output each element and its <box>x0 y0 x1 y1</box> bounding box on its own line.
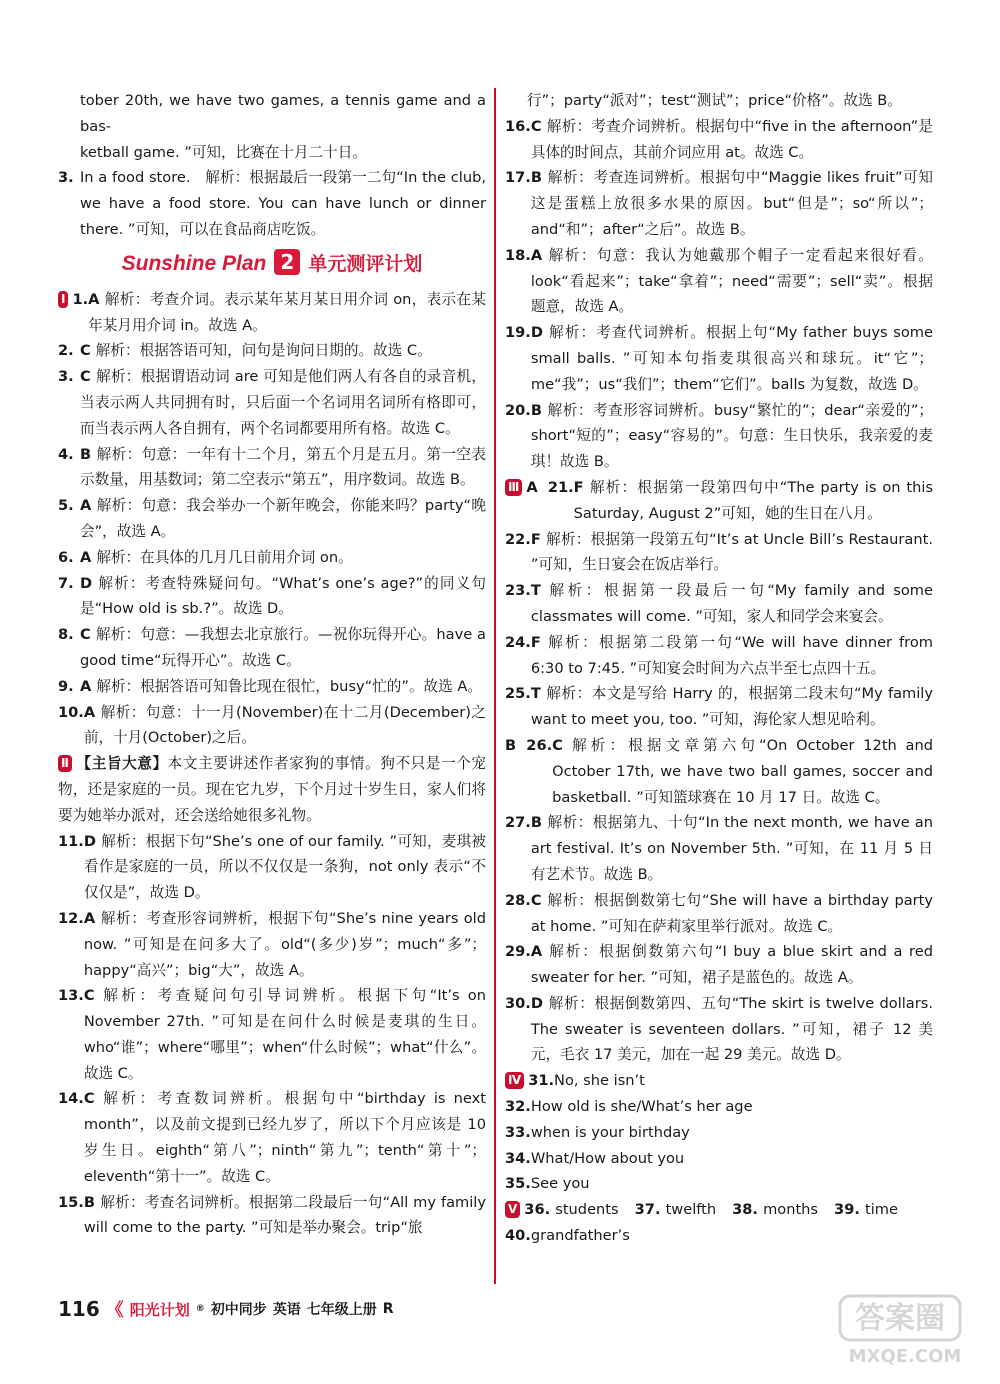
answer-item <box>58 442 486 494</box>
item-body <box>84 700 486 752</box>
answer-letter: A <box>80 497 97 515</box>
answer-inline <box>834 1197 898 1223</box>
answer-letter: F <box>530 633 549 651</box>
item-body <box>531 1094 933 1120</box>
answer-letter: B <box>80 445 97 463</box>
item-number: 12. <box>58 909 84 927</box>
continued-text-line: ketball game. ”可知，比赛在十月二十日。 <box>80 143 367 161</box>
item-body <box>531 630 933 682</box>
answer-item <box>505 1120 933 1146</box>
item-text: In a food store. 解析：根据最后一段第一二句“In the club, we have a food store. You can have lunch or dinner there. ”可知，可以在食品商店吃饭。 <box>80 169 486 238</box>
item-text: 解析：考查介词。表示某年某月某日用介词 on，表示在某年某月用介词 in。故选 A。 <box>88 290 486 334</box>
answer-item <box>58 1190 486 1242</box>
item-text: 解析：根据第九、十句“In the next month, we have an art festival. It’s on November 5th. ”可知，在 11 月 5 日有艺术节。故选 B。 <box>530 814 933 883</box>
item-text: 解析：根据倒数第四、五句“The skirt is twelve dollars. The sweater is seventeen dollars. ”可知，裙子 12 美元，毛衣 17 美元，加在一起 29 美元。故选 D。 <box>530 994 933 1064</box>
item-number: 39. <box>834 1201 865 1219</box>
item-number: 36. <box>524 1201 556 1219</box>
edition-mark: R <box>382 1301 394 1317</box>
item-body <box>531 398 933 475</box>
item-number: 3. <box>58 169 74 187</box>
item-text: 解析：根据倒数第六句“I buy a blue skirt and a red sweater for her. ”可知，裙子是蓝色的。故选 A。 <box>530 943 933 987</box>
answer-letter: C <box>530 891 548 909</box>
item-number: 6. <box>58 548 74 566</box>
item-text: 解析：考查形容词辨析，根据下句“She’s nine years old now. ”可知是在问多大了。old“(多少)岁”；much“多”；happy“高兴”；big“大”，故选 A。 <box>83 909 486 979</box>
item-number: 22. <box>505 530 531 548</box>
item-body <box>84 1190 486 1242</box>
item-body <box>80 622 486 674</box>
section-badge: Ⅱ <box>58 755 72 772</box>
item-number: 29. <box>505 943 531 961</box>
item-text: grandfather’s <box>530 1227 630 1245</box>
answer-item <box>58 700 486 752</box>
item-text: 解析：考查特殊疑问句。“What’s one’s age?”的同义句是“How old is sb.?”。故选 D。 <box>80 574 486 618</box>
answer-item <box>505 630 933 682</box>
item-text: 解析：根据第一段最后一句“My family and some classmates will come. ”可知，家人和同学会来宴会。 <box>530 582 933 625</box>
answer-letter: D <box>83 832 102 850</box>
answer-letter: B <box>530 814 548 832</box>
answer-item <box>505 733 933 810</box>
answer-letter: C <box>80 342 96 360</box>
item-body <box>80 545 486 571</box>
answer-item <box>505 578 933 630</box>
item-number: 2. <box>58 342 74 360</box>
section-badge: Ⅳ <box>505 1072 524 1089</box>
item-text: 解析：句意：—我想去北京旅行。—祝你玩得开心。have a good time“玩得开心”。故选 C。 <box>80 626 486 669</box>
answer-item <box>58 571 486 623</box>
item-number: 34. <box>505 1149 531 1167</box>
item-text: time <box>864 1201 898 1219</box>
answer-letter: A <box>83 909 101 927</box>
answer-letter: D <box>530 994 549 1012</box>
answer-letter: B <box>530 401 548 419</box>
item-text: 解析：考查疑问句引导词辨析。根据下句“It’s on November 27th. ”可知是在问什么时候是麦琪的生日。who“谁”；where“哪里”；when“什么时候”；what“什么”。故选 C。 <box>83 987 486 1082</box>
answer-item <box>505 475 933 527</box>
item-number: 19. <box>505 324 531 342</box>
item-body <box>80 674 486 700</box>
item-number: 15. <box>58 1193 84 1211</box>
item-text: No, she isn’t <box>554 1072 645 1090</box>
answer-item <box>58 545 486 571</box>
watermark-text: 答案圈 <box>855 1301 945 1336</box>
item-number: 5. <box>58 497 74 515</box>
answer-letter: F <box>573 478 590 496</box>
item-number: 38. <box>732 1201 764 1219</box>
answer-item <box>505 1146 933 1172</box>
item-body <box>80 571 486 623</box>
answer-inline <box>635 1197 716 1223</box>
item-text: 解析：根据谓语动词 are 可知是他们两人有各自的录音机，当表示两人共同拥有时，只后面一个名词用名词所有格即可，而当表示两人各自拥有，两个名词都要用所有格。故选 C。 <box>80 368 486 437</box>
answer-item <box>58 622 486 674</box>
banner-unit-title: 单元测评计划 <box>308 252 423 275</box>
answer-item <box>505 243 933 320</box>
item-number: 30. <box>505 994 531 1012</box>
item-number: Ⅰ 1. <box>58 287 88 339</box>
item-text: 解析：考查代词辨析。根据上句“My father buys some small balls. ”可知本句指麦琪很高兴和球玩。it“它”；me“我”；us“我们”；them“它们”。balls 为复数，故选 D。 <box>530 324 933 393</box>
answer-item <box>505 114 933 166</box>
item-body <box>531 1146 933 1172</box>
item-body <box>80 364 486 441</box>
answer-item <box>505 888 933 940</box>
item-number: 3. <box>58 368 74 386</box>
item-text: students <box>555 1201 619 1219</box>
item-body <box>80 338 486 364</box>
answer-item <box>505 939 933 991</box>
item-body <box>84 906 486 983</box>
answer-item <box>58 338 486 364</box>
answer-item <box>505 1094 933 1120</box>
answer-item <box>58 364 486 441</box>
item-text: 解析：考查连词辨析。根据句中“Maggie likes fruit”可知这是蛋糕上放很多水果的原因。but“但是”；so“所以”；and“和”；after“之后”。故选 B。 <box>530 169 933 238</box>
answer-item <box>58 829 486 906</box>
item-text: when is your birthday <box>530 1123 690 1141</box>
answer-item <box>505 398 933 475</box>
answer-letter: C <box>552 736 573 754</box>
item-number: 35. <box>505 1175 531 1193</box>
column-divider <box>494 88 496 1284</box>
answer-letter: C <box>83 987 104 1005</box>
item-body <box>80 165 486 242</box>
item-body <box>531 1171 933 1197</box>
answer-item <box>58 906 486 983</box>
item-text: 解析：考查名词辨析。根据第二段最后一句“All my family will come to the party. ”可知是举办聚会。trip“旅 <box>83 1193 486 1237</box>
banner-number-badge: 2 <box>274 249 300 275</box>
chevron-icon: 《 <box>105 1300 124 1321</box>
answer-letter: C <box>80 368 97 386</box>
answer-letter: T <box>530 685 547 703</box>
item-body <box>531 527 933 579</box>
item-text: 解析：句意：一年有十二个月，第五个月是五月。第一空表示数量，用基数词；第二空表示“第五”，用序数词。故选 B。 <box>80 445 486 489</box>
item-number: 7. <box>58 574 74 592</box>
answer-item <box>58 1086 486 1189</box>
item-number: Ⅲ A 21. <box>505 475 574 527</box>
item-number: 4. <box>58 445 74 463</box>
item-text: 解析：根据第一段第五句“It’s at Uncle Bill’s Restaurant. ”可知，生日宴会在饭店举行。 <box>530 530 933 574</box>
continued-text-line: 行”；party“派对”；test“测试”；price“价格”。故选 B。 <box>527 92 902 109</box>
item-number: 18. <box>505 246 531 264</box>
item-number: 23. <box>505 582 531 600</box>
subject-name: 英语 <box>272 1302 301 1318</box>
section-summary <box>58 751 486 828</box>
item-body <box>531 114 933 166</box>
section-banner <box>58 249 486 279</box>
item-body <box>531 243 933 320</box>
item-text: 解析：考查形容词辨析。busy“繁忙的”；dear“亲爱的”；short“短的”；easy“容易的”。句意：生日快乐，我亲爱的麦琪！故选 B。 <box>530 401 933 471</box>
section-badge: Ⅴ <box>505 1201 520 1218</box>
answer-inline <box>732 1197 818 1223</box>
answer-letter: D <box>530 324 550 342</box>
item-body <box>531 1120 933 1146</box>
item-body <box>531 578 933 630</box>
right-column <box>505 88 933 1249</box>
answer-item <box>58 983 486 1086</box>
answer-row-multi <box>505 1197 933 1223</box>
item-text: twelfth <box>665 1201 717 1219</box>
answer-inline <box>505 1197 619 1223</box>
answer-letter: C <box>530 117 547 135</box>
item-text: 解析：根据答语可知，问句是询问日期的。故选 C。 <box>95 342 432 360</box>
item-number: B 26. <box>505 736 553 754</box>
item-body <box>84 1086 486 1189</box>
item-number: 33. <box>505 1123 531 1141</box>
item-text: months <box>763 1201 819 1219</box>
continued-text-line: tober 20th, we have two games, a tennis game and a bas- <box>80 92 486 135</box>
part-label: B <box>505 736 527 754</box>
left-column <box>58 88 486 1241</box>
item-body <box>531 810 933 887</box>
answer-item <box>505 810 933 887</box>
summary-title: 【主旨大意】 <box>75 755 168 773</box>
page-number: 116 <box>58 1297 100 1321</box>
item-body <box>531 888 933 940</box>
answer-item <box>505 165 933 242</box>
item-number: 17. <box>505 169 531 187</box>
item-body <box>531 1223 933 1249</box>
answer-item <box>505 681 933 733</box>
summary-text: 本文主要讲述作者家狗的事情。狗不只是一个宠物，还是家庭的一员。现在它九岁，下个月过十岁生日，家人们将要为她举办派对，还会送给她很多礼物。 <box>58 755 486 824</box>
answer-letter: B <box>83 1193 101 1211</box>
item-body <box>80 442 486 494</box>
item-text: 解析：根据文章第六句“On October 12th and October 17th, we have two ball games, soccer and basketball. ”可知篮球赛在 10 月 17 日。故选 C。 <box>552 736 933 806</box>
answer-item <box>505 320 933 397</box>
item-body <box>84 829 486 906</box>
section-badge: Ⅰ <box>58 291 68 308</box>
item-body <box>80 493 486 545</box>
item-text: 解析：根据第一段第四句中“The party is on this Saturday, August 2”可知，她的生日在八月。 <box>573 478 933 522</box>
answer-letter: F <box>530 530 547 548</box>
answer-item <box>505 1223 933 1249</box>
answer-letter: B <box>530 169 548 187</box>
watermark-logo <box>830 1290 980 1370</box>
item-text: 解析：根据答语可知鲁比现在很忙，busy“忙的”。故选 A。 <box>96 677 482 695</box>
item-text: 解析：根据下句“She’s one of our family. ”可知，麦琪被看作是家庭的一员，所以不仅仅是一条狗，not only 表示“不仅仅是”，故选 D。 <box>83 832 486 902</box>
series-name: 初中同步 <box>210 1302 267 1318</box>
item-text: 解析：根据倒数第七句“She will have a birthday party at home. ”可知在萨莉家里举行派对。故选 C。 <box>530 891 934 935</box>
item-text: 解析：在具体的几月几日前用介词 on。 <box>96 548 353 566</box>
answer-item <box>58 674 486 700</box>
answer-letter: C <box>80 626 96 644</box>
intro-item <box>58 165 486 242</box>
answer-item <box>505 1171 933 1197</box>
item-number: 16. <box>505 117 531 135</box>
item-number: 28. <box>505 891 531 909</box>
item-body <box>531 991 933 1068</box>
item-number: 11. <box>58 832 84 850</box>
item-text: See you <box>530 1175 590 1193</box>
answer-letter: A <box>530 943 550 961</box>
page-footer <box>58 1296 394 1322</box>
item-body <box>554 1068 933 1094</box>
item-body <box>531 681 933 733</box>
item-number: 32. <box>505 1098 531 1116</box>
item-number: 25. <box>505 685 531 703</box>
item-number: 24. <box>505 633 531 651</box>
item-number: 37. <box>634 1201 666 1219</box>
item-number: Ⅳ 31. <box>505 1068 554 1094</box>
answer-letter: T <box>530 582 550 600</box>
answer-letter: C <box>83 1090 104 1108</box>
item-text: 解析：根据第二段第一句“We will have dinner from 6:30 to 7:45. ”可知宴会时间为六点半至七点四十五。 <box>530 633 933 677</box>
item-text: 解析：句意：我认为她戴那个帽子一定看起来很好看。look“看起来”；take“拿着”；need“需要”；sell“卖”。根据题意，故选 A。 <box>530 246 933 316</box>
item-text: 解析：本文是写给 Harry 的，根据第二段末句“My family want to meet you, too. ”可知，海伦家人想见哈利。 <box>530 685 933 729</box>
item-body <box>574 475 933 527</box>
item-number: 8. <box>58 626 74 644</box>
grade-name: 七年级上册 <box>306 1302 377 1318</box>
item-number: 40. <box>505 1227 531 1245</box>
answer-letter: A <box>530 246 549 264</box>
answer-item <box>505 1068 933 1094</box>
answer-item <box>58 287 486 339</box>
watermark-url: MXQE.COM <box>848 1346 962 1367</box>
registered-mark: ® <box>195 1304 205 1314</box>
item-text: How old is she/What’s her age <box>530 1098 753 1116</box>
item-text: 解析：考查数词辨析。根据句中“birthday is next month”，以及前文提到已经九岁了，所以下个月应该是 10 岁生日。eighth“第八”；ninth“第九”；tenth“第十”；eleventh“第十一”。故选 C。 <box>83 1090 486 1185</box>
answer-letter: A <box>88 290 105 308</box>
answer-letter: A <box>83 703 101 721</box>
section-badge: Ⅲ <box>505 479 522 496</box>
answer-letter: A <box>80 677 97 695</box>
item-number: 13. <box>58 987 84 1005</box>
item-number: 20. <box>505 401 531 419</box>
answer-letter: D <box>80 574 99 592</box>
item-text: What/How about you <box>530 1149 685 1167</box>
item-text: 解析：句意：我会举办一个新年晚会，你能来吗？party“晚会”，故选 A。 <box>80 497 486 540</box>
item-body <box>531 939 933 991</box>
banner-plan-title: Sunshine Plan <box>121 251 267 275</box>
answer-letter: A <box>80 548 97 566</box>
part-label: A <box>526 478 548 496</box>
item-text: 解析：句意：十一月(November)在十二月(December)之前，十月(October)之后。 <box>83 703 486 747</box>
item-body <box>88 287 486 339</box>
item-body <box>531 165 933 242</box>
item-number: 14. <box>58 1090 84 1108</box>
item-text: 解析：考查介词辨析。根据句中“five in the afternoon”是具体的时间点，其前介词应用 at。故选 C。 <box>530 117 933 161</box>
answer-item <box>58 493 486 545</box>
item-body <box>552 733 933 810</box>
brand-name: 阳光计划 <box>129 1300 190 1319</box>
item-body <box>84 983 486 1086</box>
item-number: 9. <box>58 677 74 695</box>
answer-item <box>505 991 933 1068</box>
answer-item <box>505 527 933 579</box>
item-number: 10. <box>58 703 84 721</box>
item-body <box>531 320 933 397</box>
item-number: 27. <box>505 814 531 832</box>
